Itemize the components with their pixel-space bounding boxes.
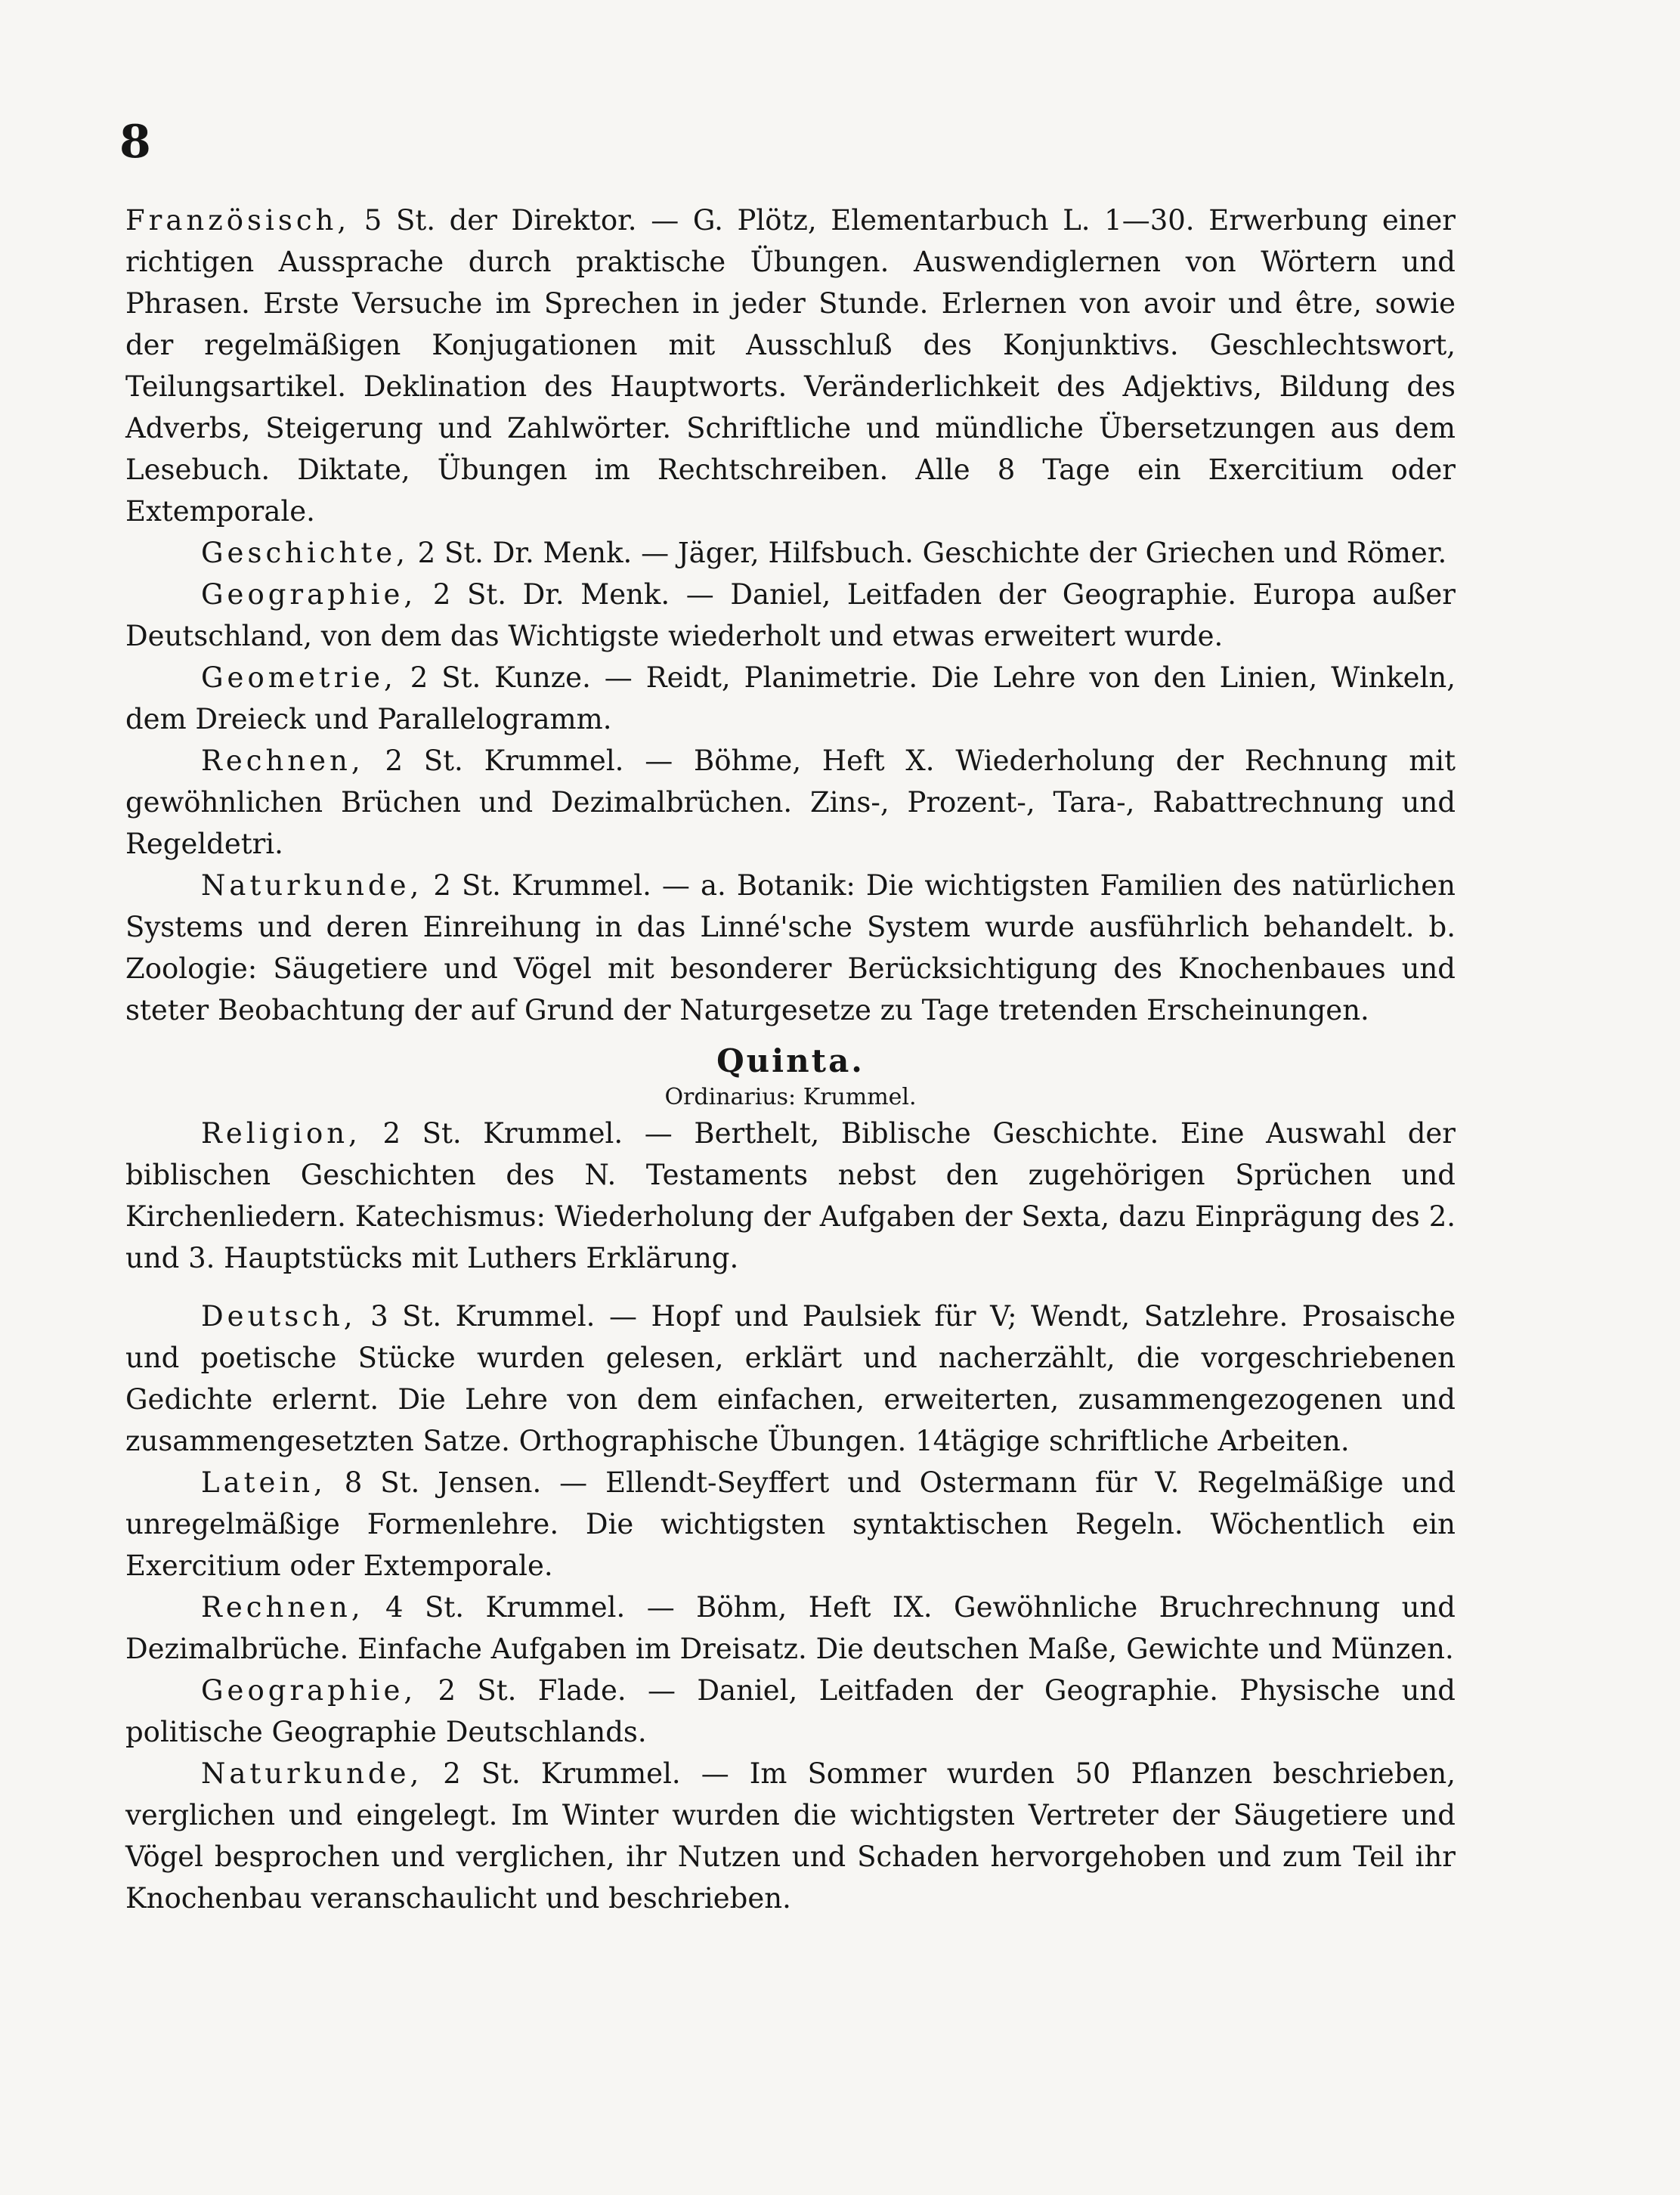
subject-heading: Französisch, xyxy=(125,204,351,237)
paragraph-text: 4 St. Krummel. — Böhm, Heft IX. Gewöhnliche Bruchrechnung und Dezimalbrüche. Einfache Aufgaben im Dreisatz. Die deutschen Maße, Gewichte und Münzen. xyxy=(125,1591,1456,1665)
section-quinta xyxy=(125,1040,1456,1919)
subject-heading: Naturkunde, xyxy=(201,869,423,902)
paragraph-text: 2 St. Krummel. — Berthelt, Biblische Geschichte. Eine Auswahl der biblischen Geschichten des N. Testaments nebst den zugehörigen Sprüchen und Kirchenliedern. Katechismus: Wiederholung der Aufgaben der Sexta, dazu Einprägung des 2. und 3. Hauptstücks mit Luthers Erklärung. xyxy=(125,1117,1456,1274)
paragraph-text: 2 St. Krummel. — a. Botanik: Die wichtigsten Familien des natürlichen Systems und deren Einreihung in das Linné'sche System wurde ausführlich behandelt. b. Zoologie: Säugetiere und Vögel mit besonderer Berücksichtigung des Knochenbaues und steter Beobachtung der auf Grund der Naturgesetze zu Tage tretenden Erscheinungen. xyxy=(125,869,1456,1026)
subject-heading: Deutsch, xyxy=(201,1300,357,1333)
subject-heading: Geographie, xyxy=(201,1674,417,1707)
paragraph-text: 2 St. Krummel. — Böhme, Heft X. Wiederholung der Rechnung mit gewöhnlichen Brüchen und Dezimalbrüchen. Zins-, Prozent-, Tara-, Rabattrechnung und Regeldetri. xyxy=(125,745,1456,860)
subject-heading: Latein, xyxy=(201,1466,326,1499)
paragraph-text: 2 St. Dr. Menk. — Daniel, Leitfaden der Geographie. Europa außer Deutschland, von dem das Wichtigste wiederholt und etwas erweitert wurde. xyxy=(125,578,1456,652)
paragraph-franzoesisch xyxy=(125,200,1456,532)
paragraph-text: 2 St. Flade. — Daniel, Leitfaden der Geographie. Physische und politische Geographie Deutschlands. xyxy=(125,1674,1456,1748)
paragraph-text: 2 St. Kunze. — Reidt, Planimetrie. Die Lehre von den Linien, Winkeln, dem Dreieck und Parallelogramm. xyxy=(125,661,1456,735)
paragraph-geometrie xyxy=(125,657,1456,740)
paragraph-naturkunde xyxy=(125,865,1456,1031)
subject-heading: Geschichte, xyxy=(201,537,409,569)
ordinarius-line: Ordinarius: Krummel. xyxy=(664,1084,917,1110)
paragraph-religion xyxy=(125,1113,1456,1279)
subject-heading: Religion, xyxy=(201,1117,361,1150)
paragraph-geographie xyxy=(125,574,1456,657)
subject-heading: Rechnen, xyxy=(201,1591,364,1624)
subject-heading: Geographie, xyxy=(201,578,417,611)
paragraph-rechnen xyxy=(125,740,1456,865)
paragraph-text: 2 St. Dr. Menk. — Jäger, Hilfsbuch. Geschichte der Griechen und Römer. xyxy=(408,537,1447,569)
subject-heading: Geometrie, xyxy=(201,661,397,694)
paragraph-text: 2 St. Krummel. — Im Sommer wurden 50 Pflanzen beschrieben, verglichen und eingelegt. Im Winter wurden die wichtigsten Vertreter der Säugetiere und Vögel besprochen und verglichen, ihr Nutzen und Schaden hervorgehoben und zum Teil ihr Knochenbau veranschaulicht und beschrieben. xyxy=(125,1757,1456,1915)
paragraph-text: 5 St. der Direktor. — G. Plötz, Elementarbuch L. 1—30. Erwerbung einer richtigen Aussprache durch praktische Übungen. Auswendiglernen von Wörtern und Phrasen. Erste Versuche im Sprechen in jeder Stunde. Erlernen von avoir und être, sowie der regelmäßigen Konjugationen mit Ausschluß des Konjunktivs. Geschlechtswort, Teilungsartikel. Deklination des Hauptworts. Veränderlichkeit des Adjektivs, Bildung des Adverbs, Steigerung und Zahlwörter. Schriftliche und mündliche Übersetzungen aus dem Lesebuch. Diktate, Übungen im Rechtschreiben. Alle 8 Tage ein Exercitium oder Extemporale. xyxy=(125,204,1456,528)
subject-heading: Rechnen, xyxy=(201,745,364,777)
paragraph-text: 3 St. Krummel. — Hopf und Paulsiek für V; Wendt, Satzlehre. Prosaische und poetische Stücke wurden gelesen, erklärt und nacherzählt, die vorgeschriebenen Gedichte erlernt. Die Lehre von dem einfachen, erweiterten, zusammengezogenen und zusammengesetzten Satze. Orthographische Übungen. 14tägige schriftliche Arbeiten. xyxy=(125,1300,1456,1457)
paragraph-text: 8 St. Jensen. — Ellendt-Seyffert und Ostermann für V. Regelmäßige und unregelmäßige Formenlehre. Die wichtigsten syntaktischen Regeln. Wöchentlich ein Exercitium oder Extemporale. xyxy=(125,1466,1456,1582)
section-sexta-continued xyxy=(125,200,1456,1031)
section-title: Quinta. xyxy=(716,1042,865,1079)
subject-heading: Naturkunde, xyxy=(201,1757,423,1790)
paragraph-latein xyxy=(125,1462,1456,1587)
paragraph-rechnen xyxy=(125,1587,1456,1670)
paragraph-naturkunde xyxy=(125,1753,1456,1919)
page-number: 8 xyxy=(119,116,151,169)
paragraph-deutsch xyxy=(125,1296,1456,1462)
paragraph-geographie xyxy=(125,1670,1456,1753)
paragraph-geschichte xyxy=(125,532,1456,574)
